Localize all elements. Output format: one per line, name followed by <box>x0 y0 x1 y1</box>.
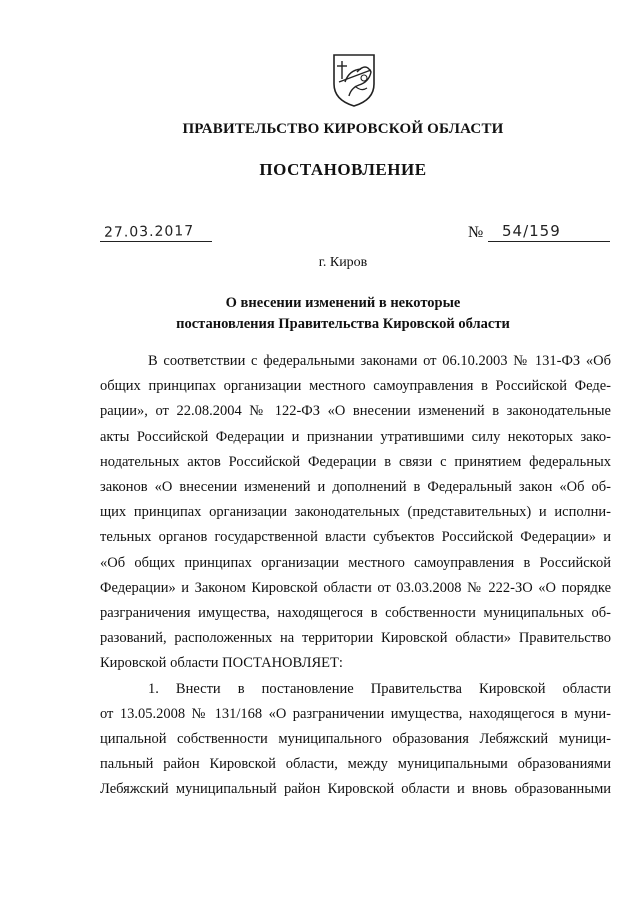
document-city: г. Киров <box>318 255 368 270</box>
body-line: нодательных актов Российской Федерации в связи с принятием федеральных <box>100 453 611 470</box>
subject-line: постановления Правительства Кировской области <box>176 316 510 332</box>
body-line: от 13.05.2008 № 131/168 «О разграничении имущества, находящегося в муни- <box>100 705 611 722</box>
document-body <box>100 349 611 803</box>
body-line: рации», от 22.08.2004 № 122-ФЗ «О внесении изменений в законодательные <box>100 403 611 420</box>
body-line: тельных органов государственной власти субъектов Российской Федерации» и <box>100 529 611 546</box>
body-line: Кировской области ПОСТАНОВЛЯЕТ: <box>100 655 343 672</box>
number-underline <box>488 241 610 242</box>
body-line: щих принципах организации законодательных (представительных) и исполни- <box>100 504 611 521</box>
number-sign: № <box>468 224 484 241</box>
body-line: ципальной собственности муниципального образования Лебяжский муници- <box>100 731 611 748</box>
body-line: «Об общих принципах организации местного самоуправления в Российской <box>100 554 611 571</box>
body-line: акты Российской Федерации и признании утратившими силу некоторых зако- <box>100 428 611 445</box>
government-title: ПРАВИТЕЛЬСТВО КИРОВСКОЙ ОБЛАСТИ <box>182 121 504 137</box>
document-subject <box>0 293 640 335</box>
body-line: Лебяжский муниципальный район Кировской области и вновь образованными <box>100 781 611 798</box>
document-type: ПОСТАНОВЛЕНИЕ <box>259 160 427 179</box>
kirov-oblast-coat-of-arms-icon <box>331 52 377 108</box>
document-date: 27.03.2017 <box>103 223 195 241</box>
body-line: разграничения имущества, находящегося в собственности муниципальных об- <box>100 605 611 622</box>
body-line: пальный район Кировской области, между муниципальными образованиями <box>100 756 611 773</box>
body-line: 1. Внести в постановление Правительства Кировской области <box>148 680 611 697</box>
body-line: разований, расположенных на территории Кировской области» Правительство <box>100 630 611 647</box>
body-line: общих принципах организации местного самоуправления в Российской Феде- <box>100 378 611 395</box>
body-line: законов «О внесении изменений и дополнений в Федеральный закон «Об об- <box>100 479 611 496</box>
document-number: 54/159 <box>502 222 561 240</box>
date-underline <box>100 241 212 242</box>
body-line: В соответствии с федеральными законами от 06.10.2003 № 131-ФЗ «Об <box>148 353 611 369</box>
subject-line: О внесении изменений в некоторые <box>225 295 461 311</box>
body-line: Федерации» и Законом Кировской области от 03.03.2008 № 222-ЗО «О порядке <box>100 579 611 596</box>
